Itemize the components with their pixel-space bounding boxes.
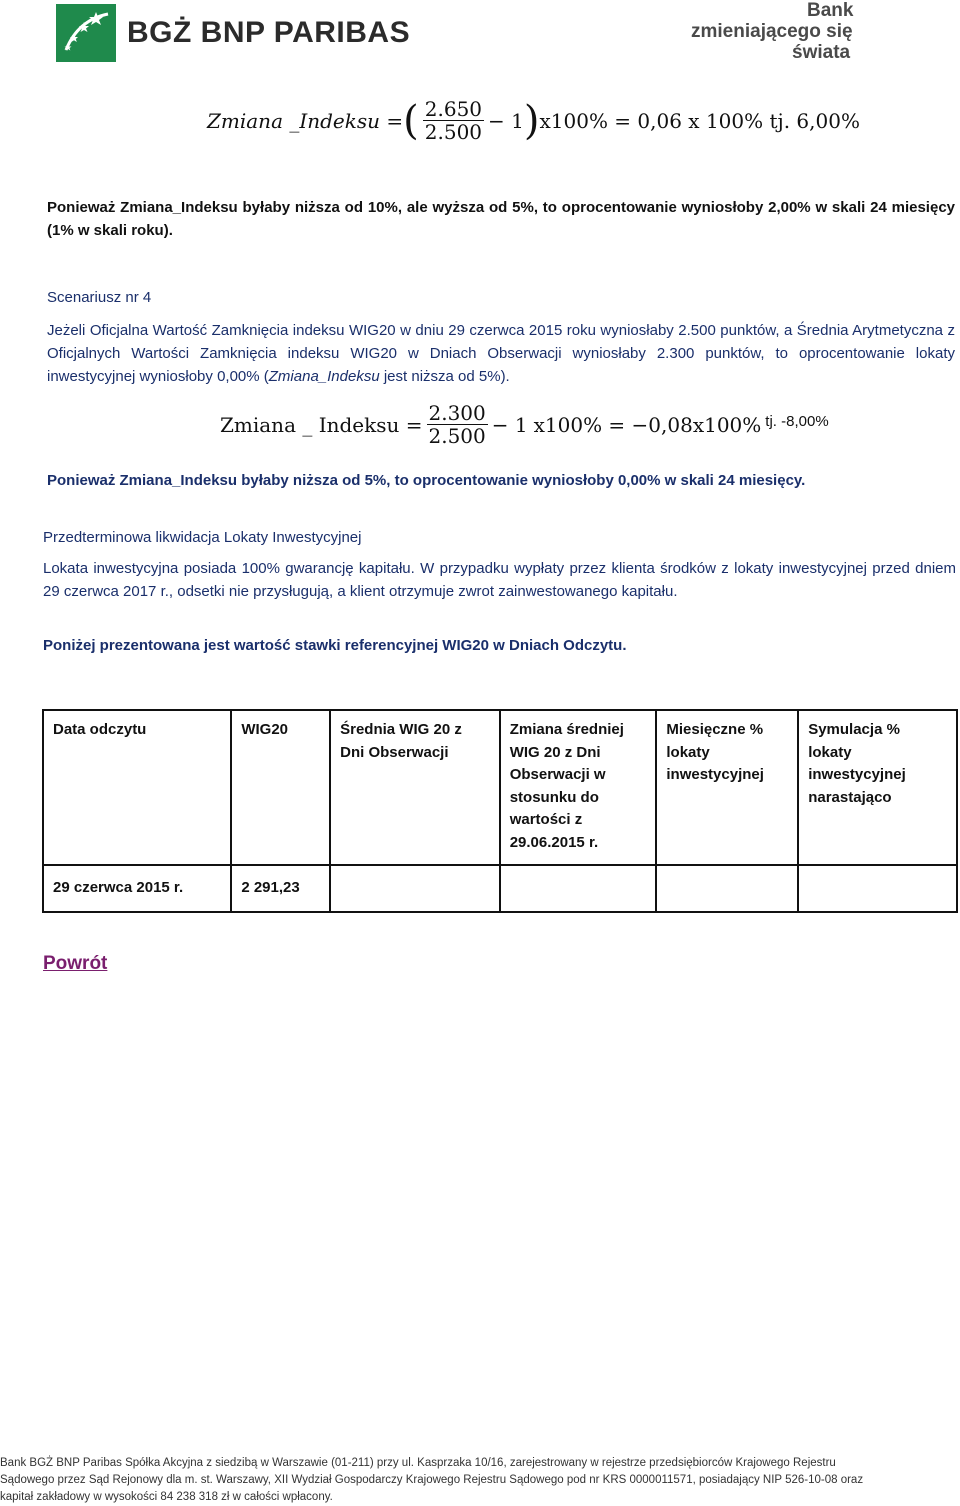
formula-fraction — [423, 98, 484, 143]
section-title: Przedterminowa likwidacja Lokaty Inwestycyjnej — [43, 529, 362, 546]
formula-paren: ( — [403, 97, 419, 144]
formula-lhs: Zmiana _ Indeksu = — [220, 412, 423, 437]
paragraph-result-4: Ponieważ Zmiana_Indeksu byłaby niższa od 5%, to oprocentowanie wyniosłoby 0,00% w skali 24 miesięcy. — [47, 472, 806, 489]
paragraph-early-termination: Lokata inwestycyjna posiada 100% gwarancję kapitału. W przypadku wypłaty przez klienta środków z lokaty inwestycyjnej przed dniem 29 czerwca 2017 r., odsetki nie przysługują, a klient otrzymuje zwrot zainwestowanego kapitału. — [43, 560, 956, 600]
paragraph-result-3: Ponieważ Zmiana_Indeksu byłaby niższa od 10%, ale wyższa od 5%, to oprocentowanie wyniosłoby 2,00% w skali 24 miesięcy (1% w skali roku). — [47, 199, 955, 239]
tagline-line: zmieniającego się — [691, 21, 853, 42]
formula-fraction — [427, 402, 488, 447]
table-cell: 2 291,23 — [231, 865, 330, 912]
table-header-cell: WIG20 — [231, 710, 330, 865]
table-cell — [798, 865, 957, 912]
bnp-stars-icon — [56, 4, 116, 62]
footer-line: Bank BGŻ BNP Paribas Spółka Akcyjna z siedzibą w Warszawie (01-211) przy ul. Kasprzaka 10/16, zarejestrowany w rejestrze przedsiębiorców Krajowego Rejestru — [0, 1457, 836, 1469]
formula-numerator: 2.650 — [424, 97, 483, 121]
formula-minus-one: − 1 — [488, 108, 524, 133]
scenario-title: Scenariusz nr 4 — [47, 289, 152, 306]
text-run: jest niższa od 5%). — [379, 368, 510, 385]
footer-line: Sądowego przez Sąd Rejonowy dla m. st. Warszawy, XII Wydział Gospodarczy Krajowego Rejestru Sądowego pod nr KRS 0000011571, posiadający NIP 526-10-08 oraz — [0, 1474, 864, 1486]
formula-paren: ) — [523, 97, 540, 144]
wig20-readings-table — [42, 709, 958, 913]
formula-rhs: x100% = −0,08x100% — [533, 412, 762, 437]
bank-logo-text: BGŻ BNP PARIBAS — [127, 16, 411, 49]
text-run-italic: Zmiana_Indeksu — [268, 368, 380, 385]
footer-line: kapitał zakładowy w wysokości 84 238 318 zł w całości wpłacony. — [0, 1491, 333, 1503]
text-run: Jeżeli Oficjalna Wartość Zamknięcia indeksu WIG20 w dniu 29 czerwca 2015 roku wyniosłaby 2.500 punktów, a Średnia Arytmetyczna z Oficjalnych Wartości Zamknięcia indeksu WIG20 w Dniach Obserwacji wyniosłaby 2.300 punktów, to oprocentowanie lokaty inwestycyjnej wyniosłoby 0,00% ( — [47, 322, 955, 385]
legal-footer — [0, 1455, 960, 1506]
tagline-line: świata — [792, 42, 851, 63]
formula-denominator: 2.500 — [424, 120, 483, 144]
table-header-cell: Miesięczne % lokaty inwestycyjnej — [656, 710, 798, 865]
bank-tagline — [691, 0, 853, 63]
formula-minus-one: − 1 — [491, 412, 528, 437]
formula-lhs: Zmiana _Indeksu = — [207, 108, 404, 133]
paragraph-reference-rate: Poniżej prezentowana jest wartość stawki referencyjnej WIG20 w Dniach Odczytu. — [43, 637, 627, 654]
formula-denominator: 2.500 — [428, 424, 486, 448]
formula-scenario-3 — [207, 98, 860, 143]
formula-scenario-4 — [220, 402, 829, 447]
back-link[interactable]: Powrót — [43, 953, 108, 974]
formula-result: tj. -8,00% — [765, 413, 829, 430]
table-cell — [330, 865, 500, 912]
table-header-row — [43, 710, 957, 865]
table-cell — [656, 865, 798, 912]
formula-rhs: x100% = 0,06 x 100% tj. 6,00% — [539, 108, 860, 133]
table-header-cell: Średnia WIG 20 z Dni Obserwacji — [330, 710, 500, 865]
table-row — [43, 865, 957, 912]
paragraph-scenario-4 — [47, 319, 955, 388]
tagline-line: Bank — [807, 0, 854, 21]
table-header-cell: Zmiana średniej WIG 20 z Dni Obserwacji w stosunku do wartości z 29.06.2015 r. — [500, 710, 657, 865]
table-cell: 29 czerwca 2015 r. — [43, 865, 231, 912]
table-header-cell: Symulacja % lokaty inwestycyjnej narastająco — [798, 710, 957, 865]
table-cell — [500, 865, 657, 912]
formula-numerator: 2.300 — [428, 401, 486, 425]
table-header-cell: Data odczytu — [43, 710, 231, 865]
